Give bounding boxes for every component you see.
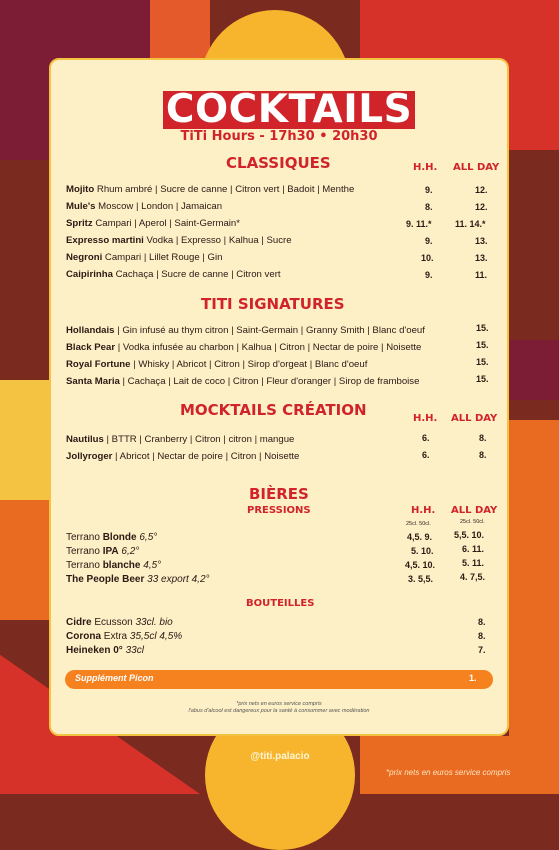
list-item: Jollyroger | Abricot | Nectar de poire | Citron | Noisette <box>66 451 300 462</box>
happy-hours-time: TiTi Hours - 17h30 • 20h30 <box>180 129 378 144</box>
picon-label: Supplément Picon <box>75 673 154 683</box>
price-allday: 12. <box>475 202 488 212</box>
list-item: Mule's Moscow | London | Jamaican <box>66 201 223 212</box>
list-item: Caipirinha Cachaça | Sucre de canne | Citron vert <box>66 269 281 280</box>
price: 8. <box>478 617 486 627</box>
price-hh: 4,5. 9. <box>407 532 433 542</box>
list-item: Terrano blanche 4,5° <box>66 560 162 571</box>
logo-title: COCKTAILS <box>165 87 413 132</box>
list-item: Terrano Blonde 6,5° <box>66 532 158 543</box>
list-item: Black Pear | Vodka infusée au charbon | Kalhua | Citron | Nectar de poire | Noisette <box>66 342 422 353</box>
column-hh: H.H. <box>413 413 438 424</box>
column-hh: H.H. <box>413 162 438 173</box>
price-hh: 6. <box>422 450 430 460</box>
price-allday: 11. <box>475 270 488 280</box>
subsection-pressions: PRESSIONS <box>247 505 311 516</box>
price-hh: 9. <box>425 270 433 280</box>
bg-orange-left <box>0 500 49 620</box>
list-item: The People Beer 33 export 4,2° <box>66 574 210 585</box>
price: 8. <box>478 631 486 641</box>
column-allday: ALL DAY <box>451 505 498 516</box>
price: 15. <box>476 374 489 384</box>
price-hh: 10. <box>421 253 434 263</box>
bg-orange-right-lower <box>509 420 559 740</box>
column-allday: ALL DAY <box>453 162 500 173</box>
price-allday: 8. <box>479 433 487 443</box>
price-hh: 6. <box>422 433 430 443</box>
price-hh: 9. 11.* <box>406 219 432 229</box>
list-item: Heineken 0° 33cl <box>66 645 144 656</box>
list-item: Nautilus | BTTR | Cranberry | Citron | citron | mangue <box>66 434 295 445</box>
list-item: Negroni Campari | Lillet Rouge | Gin <box>66 252 223 263</box>
instagram-handle[interactable]: @titi.palacio <box>250 751 310 762</box>
price-allday: 13. <box>475 253 488 263</box>
price-hh: 9. <box>425 185 433 195</box>
list-item: Corona Extra 35,5cl 4,5% <box>66 631 183 642</box>
list-item: Spritz Campari | Aperol | Saint-Germain* <box>66 218 241 229</box>
menu-card <box>49 58 509 736</box>
bg-maroon-right-mid <box>509 340 559 400</box>
list-item: Hollandais | Gin infusé au thym citron | Saint-Germain | Granny Smith | Blanc d'oeuf <box>66 325 425 336</box>
column-hh: H.H. <box>411 505 436 516</box>
price-allday: 5,5. 10. <box>454 530 485 540</box>
price-allday: 13. <box>475 236 488 246</box>
price-allday: 12. <box>475 185 488 195</box>
section-title-mocktails: MOCKTAILS CRÉATION <box>180 401 367 419</box>
subsection-bouteilles: BOUTEILLES <box>246 598 315 609</box>
list-item: Mojito Rhum ambré | Sucre de canne | Citron vert | Badoit | Menthe <box>66 184 355 195</box>
corner-price-note: *prix nets en euros service compris <box>386 768 511 777</box>
price-hh: 3. 5,5. <box>408 574 434 584</box>
list-item: Terrano IPA 6,2° <box>66 546 140 557</box>
price: 7. <box>478 645 486 655</box>
price: 15. <box>476 323 489 333</box>
list-item: Expresso martini Vodka | Expresso | Kalhua | Sucre <box>66 235 292 246</box>
alcohol-warning: l'abus d'alcool est dangereux pour la santé à consommer avec modération <box>188 708 370 714</box>
size-labels-allday: 25cl. 50cl. <box>460 519 485 525</box>
bg-yellow-left-stripe <box>0 380 49 500</box>
price-hh: 9. <box>425 236 433 246</box>
list-item: Santa Maria | Cachaça | Lait de coco | Citron | Fleur d'oranger | Sirop de framboise <box>66 376 420 387</box>
price: 15. <box>476 357 489 367</box>
section-title-bieres: BIÈRES <box>249 485 309 503</box>
bg-orange-top <box>150 0 210 60</box>
picon-price: 1. <box>469 673 477 683</box>
size-labels-hh: 25cl. 50cl. <box>406 521 431 527</box>
price-hh: 4,5. 10. <box>405 560 436 570</box>
price-allday: 5. 11. <box>462 558 485 568</box>
price-hh: 5. 10. <box>411 546 434 556</box>
price-hh: 8. <box>425 202 433 212</box>
section-title-classiques: CLASSIQUES <box>226 154 331 172</box>
price-allday: 8. <box>479 450 487 460</box>
list-item: Royal Fortune | Whisky | Abricot | Citron | Sirop d'orgeat | Blanc d'oeuf <box>66 359 368 370</box>
section-title-signatures: TITI SIGNATURES <box>201 295 345 313</box>
price-note: *prix nets en euros service compris <box>236 701 322 707</box>
column-allday: ALL DAY <box>451 413 498 424</box>
list-item: Cidre Ecusson 33cl. bio <box>66 617 173 628</box>
price-allday: 6. 11. <box>462 544 485 554</box>
price-allday: 4. 7,5. <box>460 572 486 582</box>
bg-orange-bottom-right <box>360 736 559 794</box>
price-allday: 11. 14.* <box>455 219 486 229</box>
price: 15. <box>476 340 489 350</box>
